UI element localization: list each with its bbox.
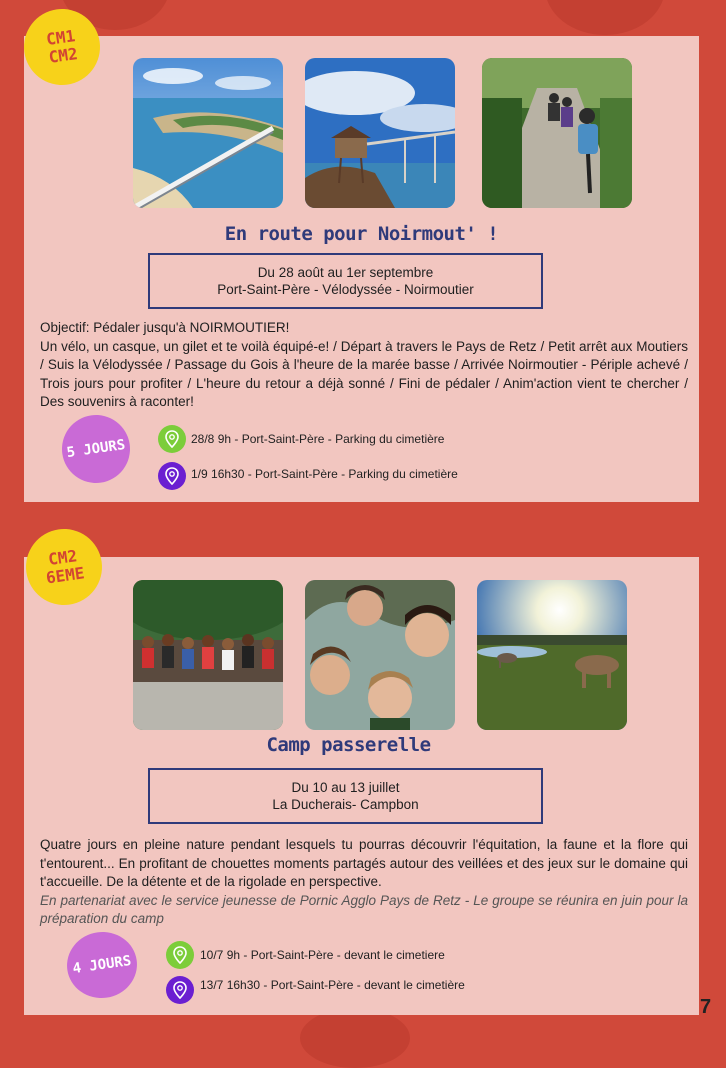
camp-description-text: Un vélo, un casque, un gilet et te voilà équipé-e! / Départ à travers le Pays de Retz / Petit arrêt aux Moutiers / Suis la Vélodyssée / Passage du Gois à l'heure de la marée basse / Arrivée Noirmoutier - Périple achevé / Trois jours pour profiter / L'heure du retour a déjà sonné / Fini de pédaler / Anim'action vient te chercher / Des souvenirs à raconter! [40, 338, 688, 409]
photo-noirmoutier-bridge [133, 58, 283, 208]
location-pin-icon [158, 462, 186, 490]
decorative-circle [545, 0, 665, 35]
level-label: 6EME [44, 563, 86, 588]
photo-horses-sunset [477, 580, 627, 730]
photo-group-tree [133, 580, 283, 730]
camp-description-text: Quatre jours en pleine nature pendant lesquels tu pourras découvrir l'équitation, la faune et la flore qui t'entourent... En profitant de chouettes moments partagés autour des veillées et des jeux sur le domaine qui t'accueille. De la détente et de la rigolade en perspective. [40, 837, 688, 889]
location-pin-icon [158, 425, 186, 453]
camp-dates: Du 10 au 13 juillet [291, 780, 400, 795]
camp-title: En route pour Noirmout' ! [224, 223, 499, 245]
camp-location: La Ducherais- Campbon [272, 797, 419, 812]
page-number: 7 [700, 996, 712, 1018]
camp-title: Camp passerelle [266, 734, 431, 756]
photo-fishing-hut [305, 58, 455, 208]
photo-cyclists-path [482, 58, 632, 208]
camp-route: Port-Saint-Père - Vélodyssée - Noirmoutier [217, 282, 474, 297]
photo-selfie [305, 580, 455, 730]
level-label: CM2 [47, 43, 79, 67]
camp-description [40, 836, 688, 929]
decorative-circle [300, 1008, 410, 1068]
return-info: 1/9 16h30 - Port-Saint-Père - Parking du cimetière [191, 467, 458, 481]
camp-dates-box [148, 253, 543, 309]
level-label: CM2 [47, 546, 79, 570]
camp-partnership: En partenariat avec le service jeunesse de Pornic Agglo Pays de Retz - Le groupe se réunira en juin pour la préparation du camp [40, 892, 688, 926]
departure-info: 10/7 9h - Port-Saint-Père - devant le cimetiere [200, 948, 445, 962]
level-label: CM1 [45, 26, 77, 50]
location-pin-icon [166, 941, 194, 969]
camp-dates-box [148, 768, 543, 824]
location-pin-icon [166, 976, 194, 1004]
camp-objective: Objectif: Pédaler jusqu'à NOIRMOUTIER! [40, 320, 290, 335]
duration-badge: 5 JOURS [58, 411, 135, 488]
camp-dates: Du 28 août au 1er septembre [257, 265, 434, 280]
departure-info: 28/8 9h - Port-Saint-Père - Parking du cimetière [191, 432, 445, 446]
return-info: 13/7 16h30 - Port-Saint-Père - devant le cimetière [200, 978, 465, 992]
duration-badge: 4 JOURS [63, 927, 142, 1002]
camp-description [40, 319, 688, 412]
